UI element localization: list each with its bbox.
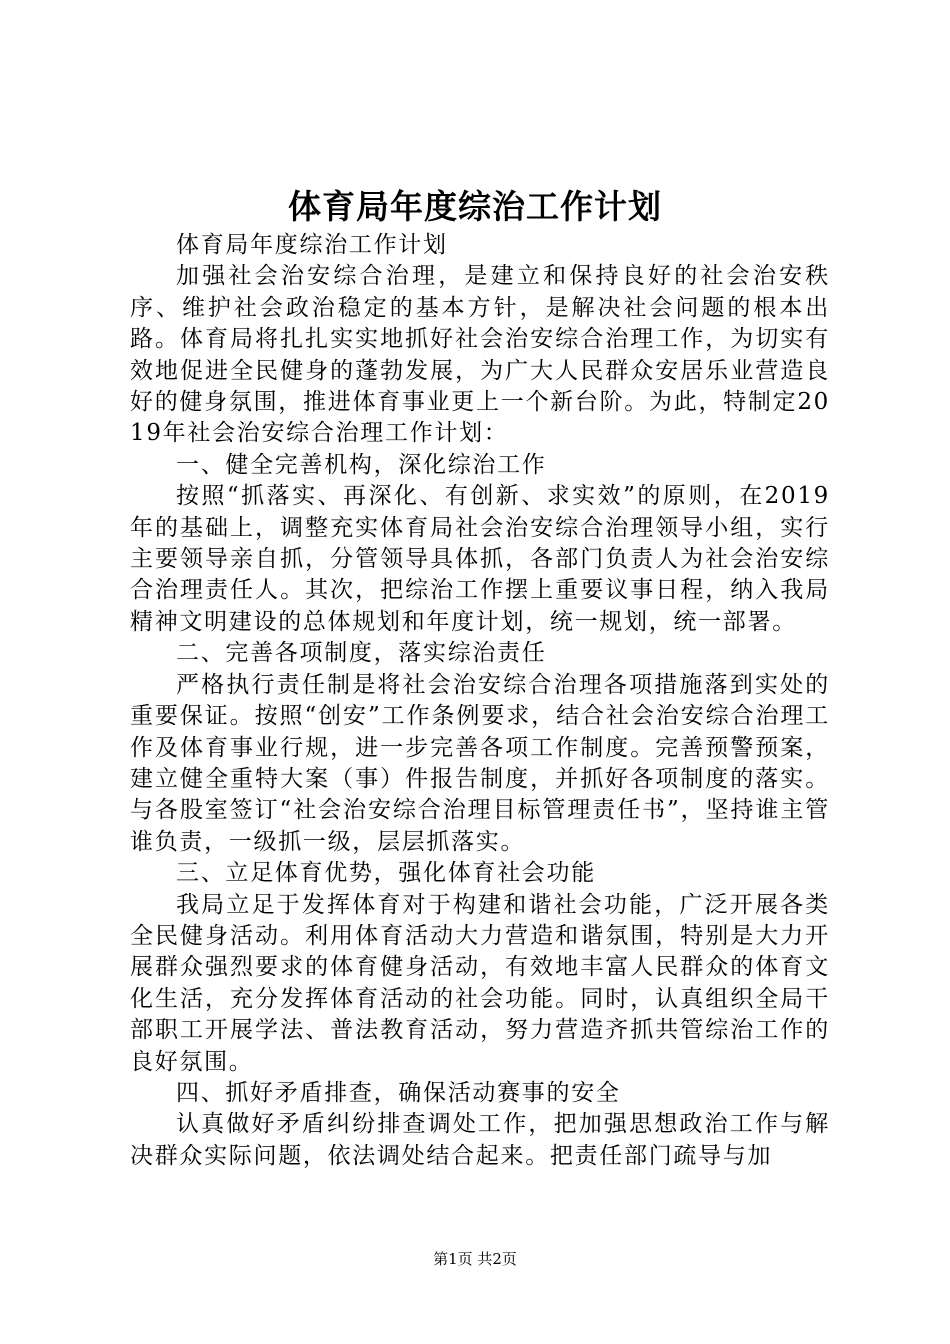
paragraph-section-4: 认真做好矛盾纠纷排查调处工作，把加强思想政治工作与解决群众实际问题，依法调处结合起来。把责任部门疏导与加 xyxy=(130,1111,830,1169)
paragraph-section-3: 我局立足于发挥体育对于构建和谐社会功能，广泛开展各类全民健身活动。利用体育活动大力营造和谐氛围，特别是大力开展群众强烈要求的体育健身活动，有效地丰富人民群众的体育文化生活，充分发挥体育活动的社会功能。同时，认真组织全局干部职工开展学法、普法教育活动，努力营造齐抓共管综治工作的良好氛围。 xyxy=(130,891,830,1075)
paragraph-section-2: 严格执行责任制是将社会治安综合治理各项措施落到实处的重要保证。按照“创安”工作条例要求，结合社会治安综合治理工作及体育事业行规，进一步完善各项工作制度。完善预警预案，建立健全重特大案（事）件报告制度，并抓好各项制度的落实。与各股室签订“社会治安综合治理目标管理责任书”，坚持谁主管谁负责，一级抓一级，层层抓落实。 xyxy=(130,671,830,855)
document-title: 体育局年度综治工作计划 xyxy=(288,187,662,226)
document-body xyxy=(130,230,830,1172)
page-number-footer: 第1页 共2页 xyxy=(433,1250,517,1268)
section-heading-4: 四、抓好矛盾排查，确保活动赛事的安全 xyxy=(176,1079,621,1106)
section-heading-1: 一、健全完善机构，深化综治工作 xyxy=(176,451,547,478)
section-heading-3: 三、立足体育优势，强化体育社会功能 xyxy=(176,860,596,887)
paragraph-section-1: 按照“抓落实、再深化、有创新、求实效”的原则，在2019年的基础上，调整充实体育局社会治安综合治理领导小组，实行主要领导亲自抓，分管领导具体抓，各部门负责人为社会治安综合治理责任人。其次，把综治工作摆上重要议事日程，纳入我局精神文明建设的总体规划和年度计划，统一规划，统一部署。 xyxy=(130,483,830,635)
paragraph-intro: 加强社会治安综合治理，是建立和保持良好的社会治安秩序、维护社会政治稳定的基本方针，是解决社会问题的根本出路。体育局将扎扎实实地抓好社会治安综合治理工作，为切实有效地促进全民健身的蓬勃发展，为广大人民群众安居乐业营造良好的健身氛围，推进体育事业更上一个新台阶。为此，特制定2019年社会治安综合治理工作计划： xyxy=(130,263,830,447)
paragraph-subtitle: 体育局年度综治工作计划 xyxy=(176,232,448,258)
section-heading-2: 二、完善各项制度，落实综治责任 xyxy=(176,640,547,667)
